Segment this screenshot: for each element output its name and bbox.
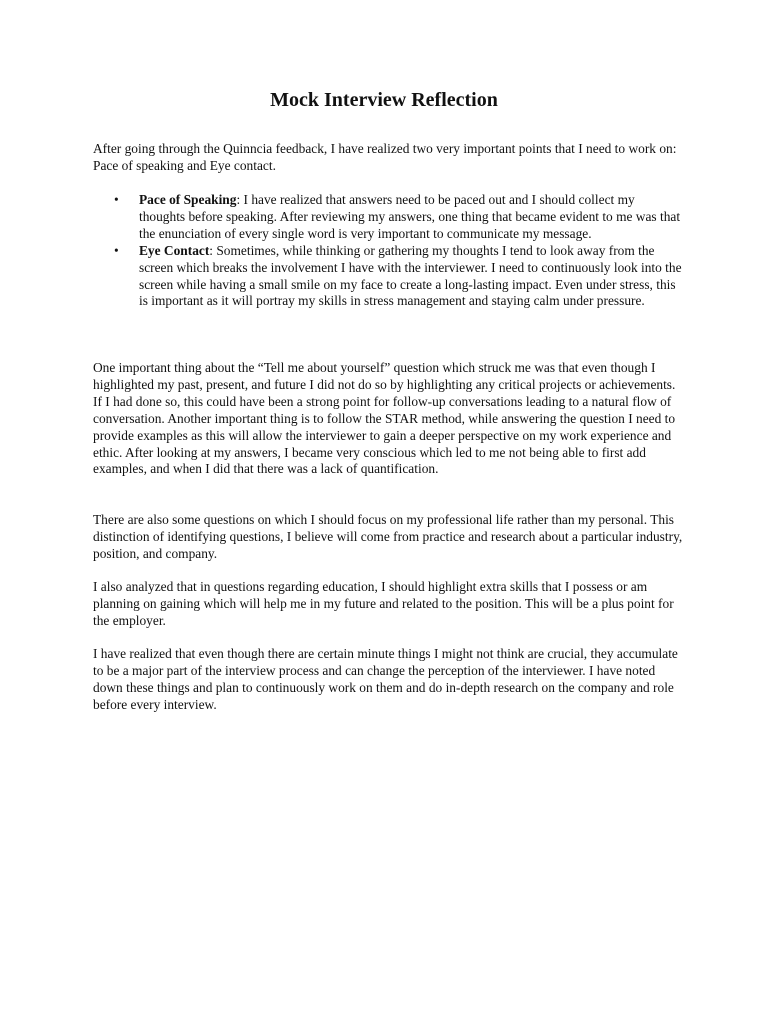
page-title: Mock Interview Reflection bbox=[270, 89, 498, 111]
bullet-heading-pace: Pace of Speaking bbox=[139, 192, 237, 207]
bullet-item-eye-contact bbox=[93, 243, 683, 311]
bullet-text-eye-contact: : Sometimes, while thinking or gathering my thoughts I tend to look away from the screen which breaks the involvement I have with the interviewer. I need to continuously look into the screen while having a small smile on my face to create a long-lasting impact. Even under stress, this is important as it will portray my skills in stress management and staying calm under pressure. bbox=[139, 242, 682, 309]
bullet-marker: • bbox=[114, 192, 119, 207]
bullet-marker: • bbox=[114, 242, 119, 258]
bullet-item-pace bbox=[93, 192, 683, 243]
paragraph-tell-me-about-yourself: One important thing about the “Tell me about yourself” question which struck me was that even though I highlighted my past, present, and future I did not do so by highlighting any critical projects or achievements. If I had done so, this could have been a strong point for follow-up conversations leading to a natural flow of conversation. Another important thing is to follow the STAR method, while answering the question I need to provide examples as this will allow the interviewer to gain a deeper perspective on my work experience and ethic. After looking at my answers, I became very conscious which led to me not being able to first add examples, and when I did that there was a lack of quantification. bbox=[93, 360, 676, 477]
paragraph-education: I also analyzed that in questions regarding education, I should highlight extra skills that I possess or am planning on gaining which will help me in my future and related to the position. This will be a plus point for the employer. bbox=[93, 579, 674, 628]
paragraph-professional-focus: There are also some questions on which I should focus on my professional life rather than my personal. This distinction of identifying questions, I believe will come from practice and research about a particular industry, position, and company. bbox=[93, 512, 683, 561]
paragraph-conclusion: I have realized that even though there are certain minute things I might not think are crucial, they accumulate to be a major part of the interview process and can change the perception of the interviewer. I have noted down these things and plan to continuously work on them and do in-depth research on the company and role before every interview. bbox=[93, 646, 678, 712]
bullet-text-pace: : I have realized that answers need to be paced out and I should collect my thoughts before speaking. After reviewing my answers, one thing that became evident to me was that the enunciation of every single word is very important to communicate my message. bbox=[139, 192, 681, 241]
intro-paragraph: After going through the Quinncia feedback, I have realized two very important points that I need to work on: Pace of speaking and Eye contact. bbox=[93, 141, 677, 173]
bullet-heading-eye-contact: Eye Contact bbox=[139, 242, 210, 258]
bullet-list bbox=[93, 192, 683, 310]
